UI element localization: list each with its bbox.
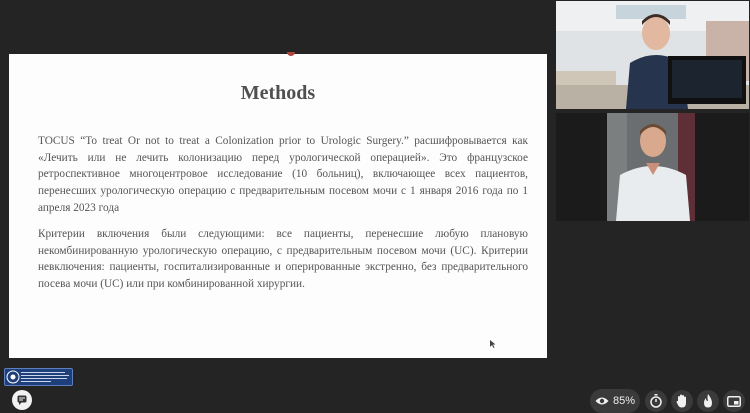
participant-video-1[interactable] [556,1,749,109]
stopwatch-icon [650,394,662,408]
organization-logo [4,368,73,386]
screen-view-button[interactable] [723,390,745,412]
zoom-level-control[interactable] [590,389,640,413]
hand-icon [676,394,688,408]
reactions-button[interactable] [697,390,719,412]
emblem-icon [6,370,20,384]
slide-title: Methods [240,82,316,104]
slide-accent-mark [287,52,295,56]
slide-paragraph-1: TOCUS “To treat Or not to treat a Colonization prior to Urologic Surgery.” расшифровывается как «Лечить или не лечить колонизацию перед урологической операцией». Это французское ретроспективное многоцентровое исследование (10 больниц), включающее всех пациентов, перенесших урологическую операцию с предварительным посевом мочи с 1 января 2016 года по 1 апреля 2023 года [38,135,528,214]
participant-video-2-frame [556,113,749,221]
chat-button[interactable] [12,390,32,410]
eye-icon [595,396,609,406]
screen-share-icon [727,396,741,407]
mouse-cursor-icon [490,340,496,348]
logo-text-line [21,375,69,376]
participant-video-2[interactable] [556,113,749,221]
chat-icon [17,395,27,405]
timer-button[interactable] [645,390,667,412]
logo-text-line [21,378,67,379]
shared-slide [9,54,547,358]
slide-paragraph-2: Критерии включения были следующими: все пациенты, перенесшие любую плановую некомбинированную урологическую операцию, с предварительным посевом мочи (UC). Критерии невключения: пациенты, госпитализированные и оперированные экстренно, без предварительного посева мочи (UC) или при комбинированной хирургии. [38,228,528,291]
logo-text-line [21,381,51,382]
raise-hand-button[interactable] [671,390,693,412]
logo-text-line [21,372,65,373]
participant-video-1-frame [556,1,749,109]
flame-icon [703,394,713,408]
zoom-level-value: 85% [612,395,636,407]
